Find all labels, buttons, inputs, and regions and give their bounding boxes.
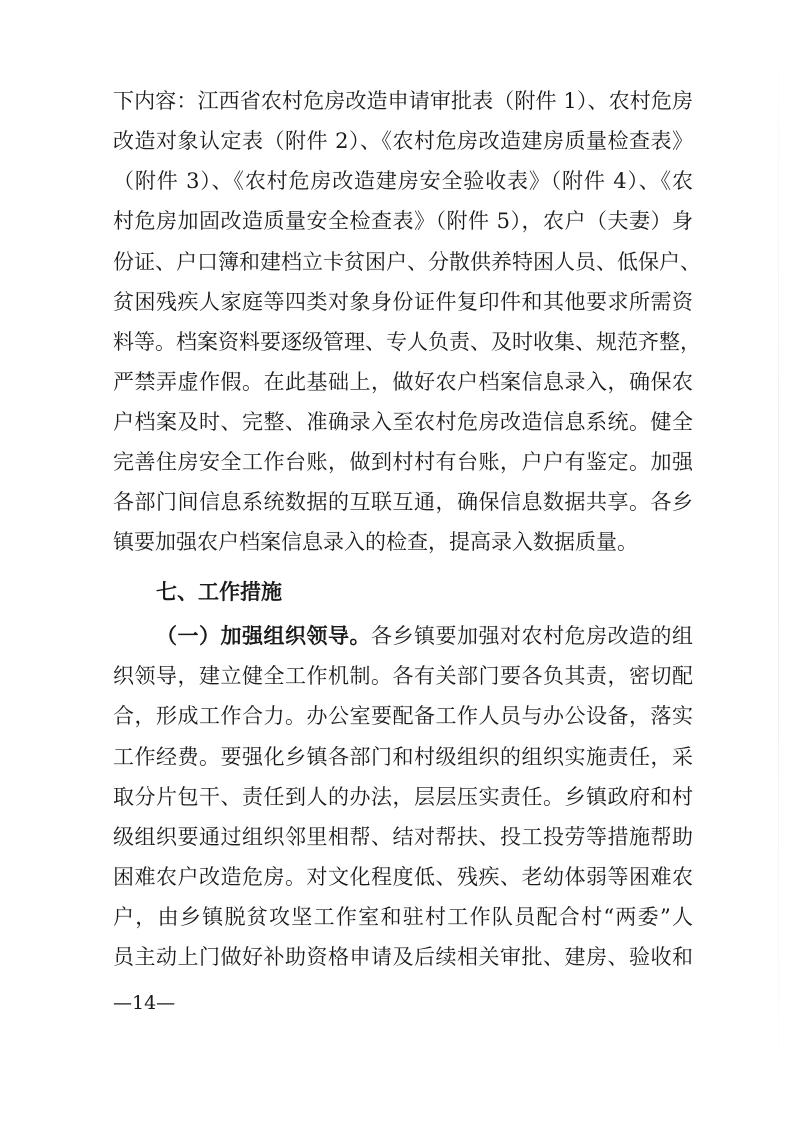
body-line: 织领导，建立健全工作机制。各有关部门要各负其责，密切配 [113, 664, 693, 688]
body-line: 份证、户口簿和建档立卡贫困户、分散供养特困人员、低保户、 [113, 250, 701, 274]
scan-edge-shadow [778, 0, 779, 1122]
body-line: 改造对象认定表（附件 2）、《农村危房改造建房质量检查表》 [113, 129, 693, 153]
subsection-title: （一）加强组织领导。 [156, 623, 371, 648]
body-line: 镇要加强农户档案信息录入的检查，提高录入数据质量。 [113, 530, 638, 554]
body-line: 下内容：江西省农村危房改造申请审批表（附件 1）、农村危房 [113, 89, 693, 113]
body-line: 级组织要通过组织邻里相帮、结对帮扶、投工投劳等措施帮助 [113, 825, 693, 849]
subsection-first-line-text: 各乡镇要加强对农村危房改造的组 [371, 624, 693, 648]
body-line: 贫困残疾人家庭等四类对象身份证件复印件和其他要求所需资 [113, 290, 693, 314]
body-line: （附件 3）、《农村危房改造建房安全验收表》（附件 4）、《农 [113, 169, 693, 193]
section-heading: 七、工作措施 [156, 580, 282, 604]
body-line: 户档案及时、完整、准确录入至农村危房改造信息系统。健全 [113, 410, 693, 434]
body-line: 合，形成工作合力。办公室要配备工作人员与办公设备，落实 [113, 704, 693, 728]
body-line: 严禁弄虚作假。在此基础上，做好农户档案信息录入，确保农 [113, 370, 693, 394]
body-line: 工作经费。要强化乡镇各部门和村级组织的组织实施责任，采 [113, 745, 693, 769]
body-line: 完善住房安全工作台账，做到村村有台账，户户有鉴定。加强 [113, 450, 693, 474]
body-line: 取分片包干、责任到人的办法，层层压实责任。乡镇政府和村 [113, 785, 693, 809]
body-line: 户，由乡镇脱贫攻坚工作室和驻村工作队员配合村“两委”人 [113, 905, 693, 929]
subsection-first-line [156, 621, 693, 651]
body-line: 困难农户改造危房。对文化程度低、残疾、老幼体弱等困难农 [113, 865, 693, 889]
page-number: —14— [113, 992, 176, 1014]
body-line: 各部门间信息系统数据的互联互通，确保信息数据共享。各乡 [113, 490, 693, 514]
body-line: 员主动上门做好补助资格申请及后续相关审批、建房、验收和 [113, 945, 693, 969]
body-line: 村危房加固改造质量安全检查表》（附件 5），农户（夫妻）身 [113, 209, 693, 233]
body-line: 料等。档案资料要逐级管理、专人负责、及时收集、规范齐整， [113, 330, 701, 354]
